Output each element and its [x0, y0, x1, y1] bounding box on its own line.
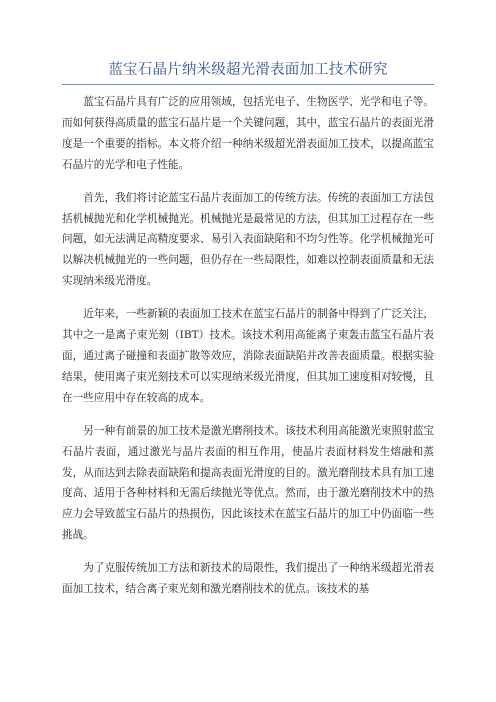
document-title: 蓝宝石晶片纳米级超光滑表面加工技术研究	[108, 62, 388, 78]
paragraph: 近年来，一些新颖的表面加工技术在蓝宝石晶片的制备中得到了广泛关注，其中之一是离子束光刻（IBT）技术。该技术利用高能离子束轰击蓝宝石晶片表面，通过离子碰撞和表面扩散等效应，消除表面缺陷并改善表面质量。根据实验结果，使用离子束光刻技术可以实现纳米级光滑度，但其加工速度相对较慢，且在一些应用中存在较高的成本。	[62, 308, 434, 404]
paragraph: 蓝宝石晶片具有广泛的应用领域，包括光电子、生物医学、光学和电子等。而如何获得高质量的蓝宝石晶片是一个关键问题，其中，蓝宝石晶片的表面光滑度是一个重要的指标。本文将介绍一种纳米级超光滑表面加工技术，以提高蓝宝石晶片的光学和电子性能。	[62, 96, 434, 171]
paragraph: 为了克服传统加工方法和新技术的局限性，我们提出了一种纳米级超光滑表面加工技术，结合离子束光刻和激光磨削技术的优点。该技术的基	[62, 562, 434, 596]
paragraph: 首先，我们将讨论蓝宝石晶片表面加工的传统方法。传统的表面加工方法包括机械抛光和化学机械抛光。机械抛光是最常见的方法，但其加工过程存在一些问题，如无法满足高精度要求、易引入表面缺陷和不均匀性等。化学机械抛光可以解决机械抛光的一些问题，但仍存在一些局限性，如难以控制表面质量和无法实现纳米级光滑度。	[62, 191, 434, 288]
paragraph: 另一种有前景的加工技术是激光磨削技术。该技术利用高能激光束照射蓝宝石晶片表面，通过激光与晶片表面的相互作用，使晶片表面材料发生熔融和蒸发，从而达到去除表面缺陷和提高表面光滑度的目的。激光磨削技术具有加工速度高、适用于各种材料和无需后续抛光等优点。然而，由于激光磨削技术中的热应力会导致蓝宝石晶片的热损伤，因此该技术在蓝宝石晶片的加工中仍面临一些挑战。	[62, 424, 434, 542]
document-body	[62, 92, 434, 612]
title-underline	[62, 84, 434, 85]
